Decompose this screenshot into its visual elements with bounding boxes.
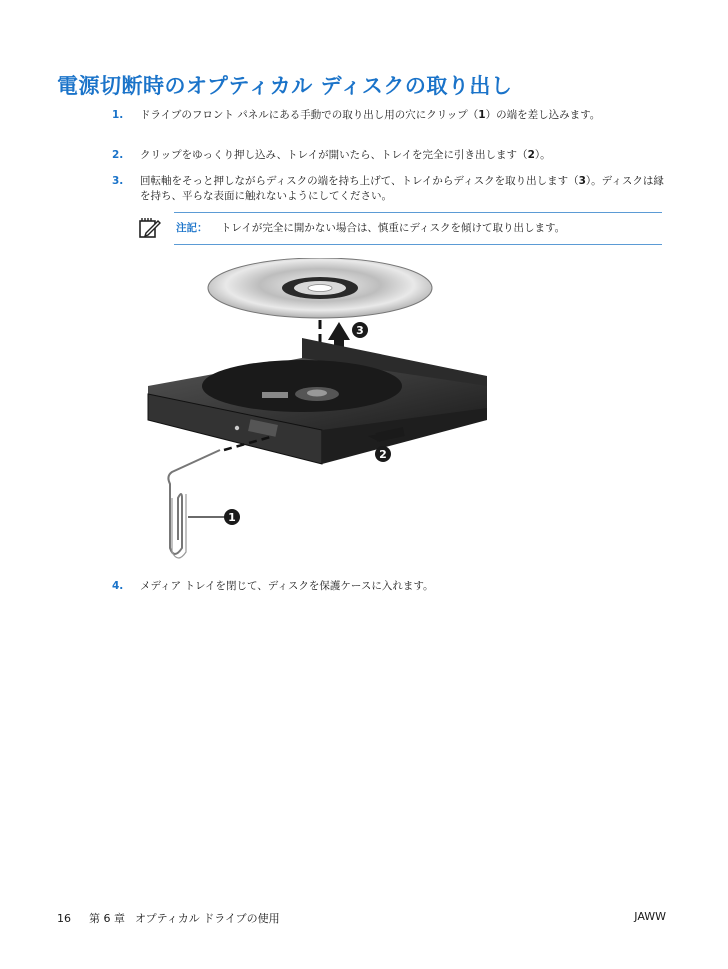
step-text: ドライブのフロント パネルにある手動での取り出し用の穴にクリップ（1）の端を差し込みます。 [140, 109, 601, 121]
optical-drive-tray [148, 338, 487, 464]
step-number: 4. [112, 580, 124, 592]
svg-text:2: 2 [379, 448, 387, 461]
page-number: 16 [57, 912, 71, 925]
step-3 [112, 174, 664, 204]
svg-text:1: 1 [228, 511, 236, 524]
optical-disc [208, 258, 432, 318]
callout-2 [375, 446, 391, 462]
step-number: 1. [112, 109, 124, 121]
chapter-number: 第 6 章 [89, 912, 125, 925]
note-label: 注記： [176, 222, 208, 234]
chapter-title: オプティカル ドライブの使用 [135, 912, 280, 925]
paperclip-icon [168, 450, 220, 558]
step-2 [112, 148, 664, 163]
page-footer [57, 910, 280, 926]
step-4 [112, 579, 664, 594]
doc-id: JAWW [634, 910, 666, 923]
note-pad-icon [138, 216, 162, 240]
callout-3 [352, 322, 368, 338]
note-box [174, 212, 662, 245]
step-1 [112, 108, 664, 123]
step-number: 2. [112, 149, 124, 161]
page-title: 電源切断時のオプティカル ディスクの取り出し [57, 74, 513, 98]
step-text: 回転軸をそっと押しながらディスクの端を持ち上げて、トレイからディスクを取り出します（3）。ディスクは縁を持ち、平らな表面に触れないようにしてください。 [140, 175, 664, 202]
callout-1 [224, 509, 240, 525]
step-number: 3. [112, 175, 124, 187]
drive-eject-illustration [142, 258, 502, 568]
svg-text:3: 3 [356, 324, 364, 337]
step-text: クリップをゆっくり押し込み、トレイが開いたら、トレイを完全に引き出します（2）。 [140, 149, 551, 161]
step-text: メディア トレイを閉じて、ディスクを保護ケースに入れます。 [140, 580, 434, 592]
note-text: トレイが完全に開かない場合は、慎重にディスクを傾けて取り出します。 [220, 222, 566, 234]
